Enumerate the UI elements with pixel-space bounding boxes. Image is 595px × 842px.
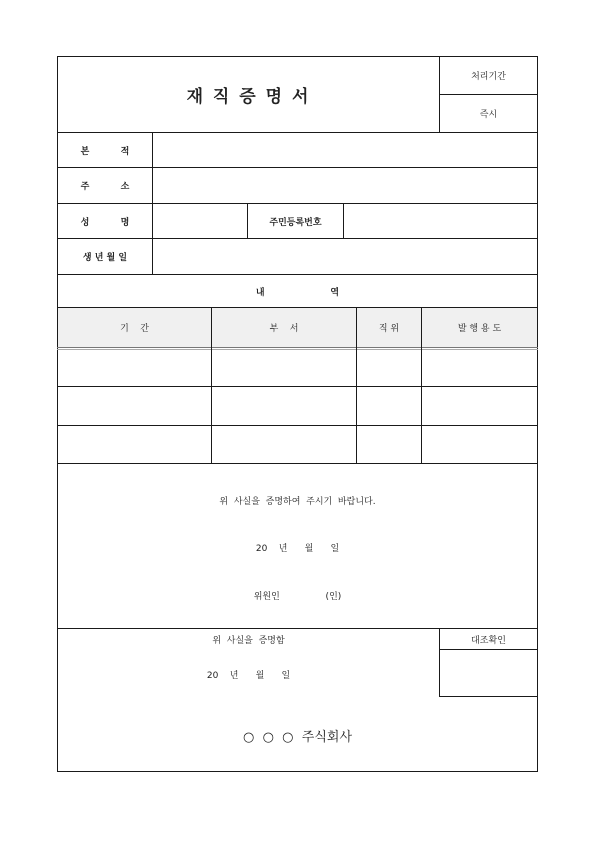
history-row-1-position[interactable] (357, 350, 421, 386)
history-section-title: 내 역 (255, 287, 340, 298)
request-statement: 위 사실을 증명하여 주시기 바랍니다. (219, 496, 376, 507)
history-row-3-department[interactable] (212, 426, 356, 463)
birth-date-label: 생 년 월 일 (82, 253, 128, 263)
history-row-2-department[interactable] (212, 387, 356, 425)
history-row-1-purpose[interactable] (422, 350, 537, 386)
history-row-2-period[interactable] (58, 387, 211, 425)
history-row-3-purpose[interactable] (422, 426, 537, 463)
name-field[interactable] (153, 204, 247, 238)
certification-statement: 위 사실을 증명함 (212, 635, 285, 646)
history-row-3-period[interactable] (58, 426, 211, 463)
resident-number-field[interactable] (344, 204, 537, 238)
stamp-check-box[interactable] (440, 650, 537, 696)
history-header-period: 기 간 (120, 324, 149, 334)
history-row-1-period[interactable] (58, 350, 211, 386)
domicile-field[interactable] (153, 133, 537, 167)
history-header-department: 부 서 (269, 324, 299, 334)
history-row-1-department[interactable] (212, 350, 356, 386)
birth-date-field[interactable] (153, 239, 537, 274)
stamp-check-label: 대조확인 (471, 635, 506, 646)
certification-date-line: 20 년 월 일 (206, 670, 291, 681)
name-label: 성 명 (80, 217, 130, 228)
processing-period-label: 처리기간 (471, 72, 506, 82)
company-name: ○ ○ ○ 주식회사 (242, 729, 353, 745)
address-field[interactable] (153, 168, 537, 203)
domicile-label: 본 적 (80, 146, 130, 157)
document-title: 재 직 증 명 서 (186, 87, 311, 107)
request-date-line: 20 년 월 일 (255, 543, 340, 554)
history-row-2-purpose[interactable] (422, 387, 537, 425)
address-label: 주 소 (80, 182, 130, 192)
history-row-3-position[interactable] (357, 426, 421, 463)
history-row-2-position[interactable] (357, 387, 421, 425)
resident-number-label: 주민등록번호 (269, 217, 322, 228)
processing-period-value: 즉시 (479, 110, 498, 120)
history-header-purpose: 발 행 용 도 (457, 324, 502, 334)
history-header-position: 직 위 (378, 324, 400, 334)
applicant-line: 위원인 (인) (253, 591, 342, 602)
